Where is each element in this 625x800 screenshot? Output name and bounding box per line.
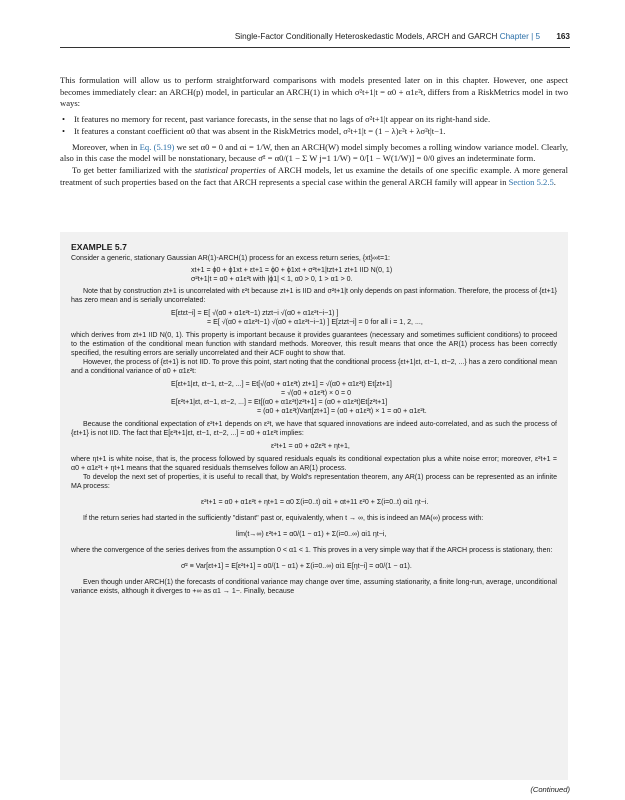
equation-5: ε²t+1 = α0 + α1ε²t + ηt+1 = α0 Σ(i=0..t) αi1 + αt+11 ε²0 + Σ(i=0..t) αi1 ηt−i. (201, 499, 429, 506)
header-rule (60, 47, 570, 48)
example-box (60, 232, 568, 780)
intro-paragraph-2 (60, 142, 568, 165)
section-link[interactable]: Section 5.2.5 (508, 176, 554, 187)
p3-emphasis: statistical properties (194, 164, 266, 175)
equation-2b: = E[ √(α0 + α1ε²t−1) √(α0 + α1ε²t−i−1) ] E[ztzt−i] = 0 for all i = 1, 2, ..., (207, 319, 423, 326)
example-body (71, 254, 557, 596)
running-title: Single-Factor Conditionally Heteroskedastic Models, ARCH and GARCH (234, 32, 498, 41)
equation-1b: σ²t+1|t = α0 + α1ε²t with |ϕ1| < 1, α0 > 0, 1 > α1 > 0. (191, 276, 353, 283)
equation-4: ε²t+1 = α0 + α2ε²t + ηt+1, (271, 443, 350, 450)
bullet-1: • It features no memory for recent, past variance forecasts, in the sense that no lags of σ²t+1|t appear on its right-hand side. (60, 114, 568, 126)
equation-link[interactable]: Eq. (5.19) (139, 141, 175, 152)
chapter-label: Chapter | 5 (499, 32, 541, 41)
equation-3c: E[ε²t+1|εt, εt−1, εt−2, ...] = Et[(α0 + α1ε²t)z²t+1] = (α0 + α1ε²t)Et[z²t+1] (171, 399, 388, 406)
note-paragraph: Note that by construction zt+1 is uncorrelated with ε²t because zt+1 is IID and σ²t+1|t only depends on past information. Therefore, the process of {εt+1} has zero mean and is serially uncorrelated: (71, 288, 557, 304)
intro-section (60, 75, 568, 188)
where-paragraph: where ηt+1 is white noise, that is, the process followed by squared residuals equals its conditional expectation plus a white noise error; moreover, ε²t+1 = α0 + α1ε²t + ηt+1 means that the squared residuals themselves follow an AR(1) process. (71, 456, 557, 472)
running-header (60, 32, 570, 46)
example-intro: Consider a generic, stationary Gaussian AR(1)-ARCH(1) process for an excess return series, {xt}∞t=1: (71, 255, 390, 262)
p3-text-b: of ARCH models, let us examine the details of one specific example. A more general treatment of such properties based on the fact that ARCH represents a special case within the general ARCH family will appear in (60, 164, 569, 187)
example-title: EXAMPLE 5.7 (71, 242, 127, 252)
which-paragraph: which derives from zt+1 IID N(0, 1). This property is important because it provides guarantees (necessary and sometimes sufficient conditions) to proceed to the estimation of the conditional mean function with standard methods. Moreover, this result means that once the AR(1) process has been correctly specified, the resulting errors are serially uncorrelated and their ACF ought to show that. (71, 332, 557, 357)
equation-3b: = √(α0 + α1ε²t) × 0 = 0 (281, 390, 351, 397)
p3-text-c: . (553, 176, 556, 187)
equation-1a: xt+1 = ϕ0 + ϕ1xt + εt+1 = ϕ0 + ϕ1xt + σ²t+1|tzt+1 zt+1 IID N(0, 1) (191, 267, 393, 274)
intro-paragraph-3 (60, 165, 568, 188)
because-paragraph: Because the conditional expectation of ε²t+1 depends on ε²t, we have that squared innovations are indeed auto-correlated, and as such the process of {εt+1} is not IID. The fact that E[ε²t+1|εt, εt−1, εt−2, ...] = α0 + α1ε²t implies: (71, 421, 557, 437)
continued-label: (Continued) (530, 785, 570, 794)
equation-2a: E[εtεt−i] = E[ √(α0 + α1ε²t−1) ztzt−i √(α0 + α1ε²t−i−1) ] (171, 310, 339, 317)
p3-text-a: To get better familiarized with the (72, 164, 195, 175)
convergence-paragraph: where the convergence of the series derives from the assumption 0 < α1 < 1. This proves in a very simple way that if the ARCH process is stationary, then: (71, 547, 553, 554)
p2-text-b: we set α0 = 0 and αi = 1/W, then an ARCH(W) model simply becomes a rolling window variance model. Clearly, also in this case the model will be nonstationary, because σ̄² = α0/(1 − Σ W j=1 1/W) = 0/[1 − W(1/W)] = 0/0 gives an indeterminate form. (60, 141, 569, 164)
bullet-2: • It features a constant coefficient α0 that was absent in the RiskMetrics model, σ²t+1|t = (1 − λ)ε²t + λσ²t|t−1. (60, 126, 568, 138)
equation-3d: = (α0 + α1ε²t)Vart[zt+1] = (α0 + α1ε²t) × 1 = α0 + α1ε²t. (257, 408, 427, 415)
page-number: 163 (556, 32, 570, 41)
equation-3a: E[εt+1|εt, εt−1, εt−2, ...] = Et[√(α0 + α1ε²t) zt+1] = √(α0 + α1ε²t) Et[zt+1] (171, 381, 392, 388)
p2-text-a: Moreover, when in (72, 141, 140, 152)
equation-6: lim(t→∞) ε²t+1 = α0/(1 − α1) + Σ(i=0..∞) αi1 ηt−i, (236, 531, 387, 538)
equation-7: σ̄² ≡ Var[εt+1] = E[ε²t+1] = α0/(1 − α1) + Σ(i=0..∞) αi1 E[ηt−i] = α0/(1 − α1). (181, 563, 412, 570)
even-paragraph: Even though under ARCH(1) the forecasts of conditional variance may change over time, assuming stationarity, a finite long-run, average, unconditional variance exists, although it diverges to +∞ as α1 → 1−. Finally, because (71, 579, 557, 595)
if-paragraph: If the return series had started in the sufficiently "distant" past or, equivalently, when t → ∞, this is indeed an MA(∞) process with: (83, 515, 484, 522)
develop-paragraph: To develop the next set of properties, it is useful to recall that, by Wold's representation theorem, any AR(1) process can be represented as an infinite MA process: (71, 474, 557, 490)
however-paragraph: However, the process of {εt+1} is not IID. To prove this point, start noting that the conditional process {εt+1|εt, εt−1, εt−2, ...} has a zero conditional mean and a conditional variance of α0 + α1ε²t: (71, 359, 557, 375)
intro-paragraph-1: This formulation will allow us to perform straightforward comparisons with models presented later on in this chapter. However, one aspect becomes immediately clear: an ARCH(p) model, in particular an ARCH(1) in which σ²t+1|t = α0 + α1ε²t, differs from a RiskMetrics model in two ways: (60, 75, 568, 109)
